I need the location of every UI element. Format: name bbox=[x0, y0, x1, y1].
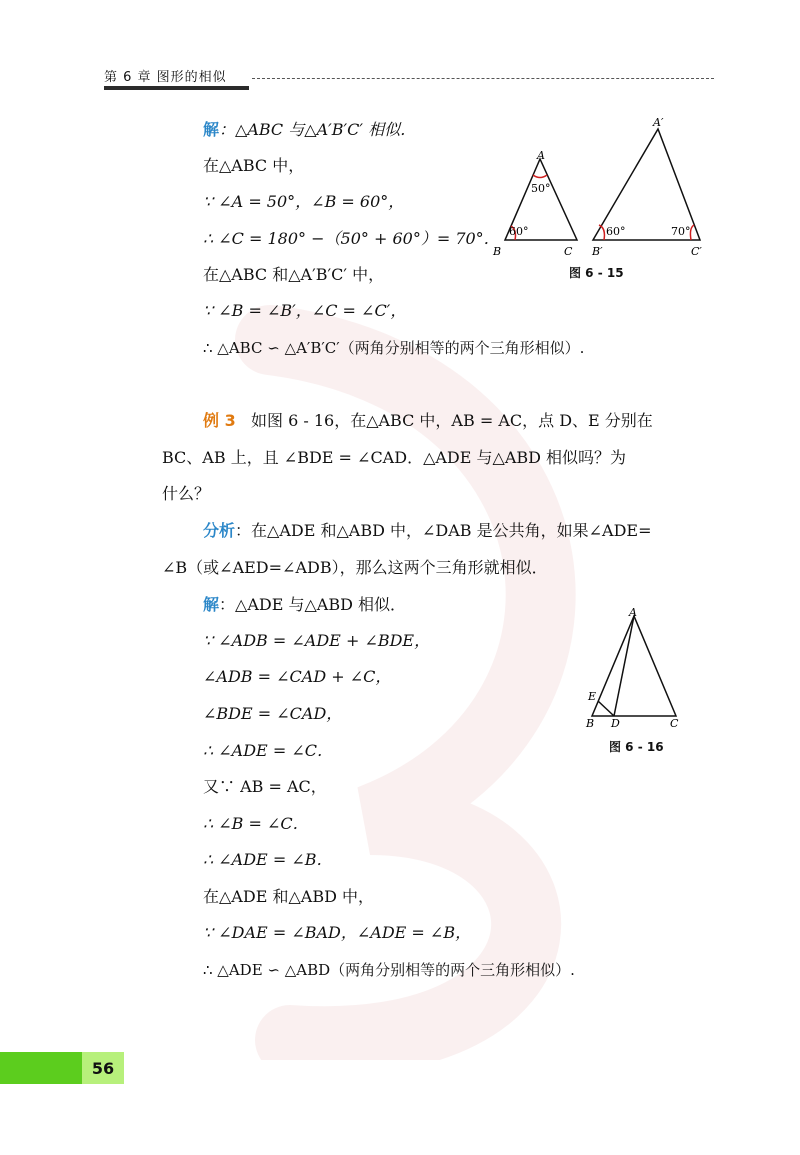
angle-b2-value: 60° bbox=[606, 225, 626, 238]
example3-line-1: BC、AB 上，且 ∠BDE = ∠CAD．△ADE 与△ABD 相似吗？为 bbox=[162, 448, 627, 467]
chapter-title: 第 6 章 图形的相似 bbox=[104, 70, 227, 85]
solution2-line-9: ∵ ∠DAE = ∠BAD，∠ADE = ∠B， bbox=[203, 923, 472, 942]
figure-6-15-caption: 图 6 - 15 bbox=[569, 266, 624, 280]
angle-a-arc bbox=[533, 175, 547, 178]
page-number: 56 bbox=[82, 1052, 124, 1084]
figure-6-16-caption: 图 6 - 16 bbox=[609, 740, 664, 754]
analysis-line-1: ∠B（或∠AED=∠ADB），那么这两个三角形就相似． bbox=[162, 558, 548, 577]
label-c: C bbox=[564, 245, 573, 258]
analysis-line-0: 分析：在△ADE 和△ABD 中，∠DAB 是公共角，如果∠ADE= bbox=[203, 521, 652, 540]
solution2-line-2: ∠ADB = ∠CAD + ∠C， bbox=[203, 667, 392, 686]
solution2-line-8: 在△ADE 和△ABD 中， bbox=[203, 887, 374, 906]
solution2-line-5: 又∵ AB = AC， bbox=[203, 777, 327, 796]
label-d-16: D bbox=[611, 717, 620, 730]
figure-6-16 bbox=[578, 606, 688, 736]
label-c-prime: C′ bbox=[691, 245, 702, 258]
angle-a-value: 50° bbox=[531, 182, 551, 195]
example3-line-2: 什么？ bbox=[162, 484, 211, 503]
triangle-abc-16 bbox=[592, 616, 676, 716]
page-tab-bar bbox=[0, 1052, 82, 1084]
angle-c2-arc bbox=[690, 225, 694, 240]
label-b-prime: B′ bbox=[592, 245, 603, 258]
example3-label: 例 3 bbox=[203, 411, 236, 430]
solution1-line-4: 在△ABC 和△A′B′C′ 中， bbox=[203, 265, 385, 284]
angle-c2-value: 70° bbox=[671, 225, 691, 238]
label-a-prime: A′ bbox=[653, 116, 664, 129]
label-b: B bbox=[493, 245, 502, 258]
solution2-line-3: ∠BDE = ∠CAD， bbox=[203, 704, 343, 723]
example3-line-0: 例 3 如图 6 - 16，在△ABC 中，AB = AC，点 D、E 分别在 bbox=[203, 411, 653, 430]
solution1-line-3: ∴ ∠C = 180° −（50° + 60°）= 70°． bbox=[203, 229, 500, 248]
angle-b-value: 60° bbox=[509, 225, 529, 238]
chapter-underline bbox=[104, 86, 249, 90]
solution2-line-7: ∴ ∠ADE = ∠B． bbox=[203, 850, 333, 869]
triangle-a2b2c2 bbox=[593, 129, 700, 240]
chapter-header bbox=[104, 66, 714, 92]
solution1-line-1: 在△ABC 中， bbox=[203, 156, 305, 175]
label-c-16: C bbox=[670, 717, 679, 730]
solution2-line-0: 解：△ADE 与△ABD 相似． bbox=[203, 595, 407, 614]
figure-6-15 bbox=[488, 112, 718, 262]
segment-de bbox=[598, 701, 614, 716]
label-a: A bbox=[537, 149, 545, 162]
solution2-line-6: ∴ ∠B = ∠C． bbox=[203, 814, 309, 833]
solution2-line-1: ∵ ∠ADB = ∠ADE + ∠BDE， bbox=[203, 631, 431, 650]
solution1-line-5: ∵ ∠B = ∠B′，∠C = ∠C′， bbox=[203, 301, 407, 320]
analysis-label: 分析 bbox=[203, 521, 236, 540]
solution2-line-4: ∴ ∠ADE = ∠C． bbox=[203, 741, 333, 760]
header-dashed-rule bbox=[252, 78, 714, 79]
label-b-16: B bbox=[586, 717, 595, 730]
solution1-label: 解 bbox=[203, 120, 220, 139]
label-e-16: E bbox=[588, 690, 597, 703]
solution2-label: 解 bbox=[203, 595, 220, 614]
segment-ad bbox=[614, 616, 634, 716]
label-a-16: A bbox=[629, 606, 637, 619]
solution1-line-0: 解：△ABC 与△A′B′C′ 相似． bbox=[203, 120, 417, 139]
solution1-line-2: ∵ ∠A = 50°，∠B = 60°， bbox=[203, 192, 405, 211]
solution2-line-10: ∴ △ADE ∽ △ABD（两角分别相等的两个三角形相似）. bbox=[203, 961, 575, 979]
solution1-line-6: ∴ △ABC ∽ △A′B′C′（两角分别相等的两个三角形相似）. bbox=[203, 339, 585, 357]
